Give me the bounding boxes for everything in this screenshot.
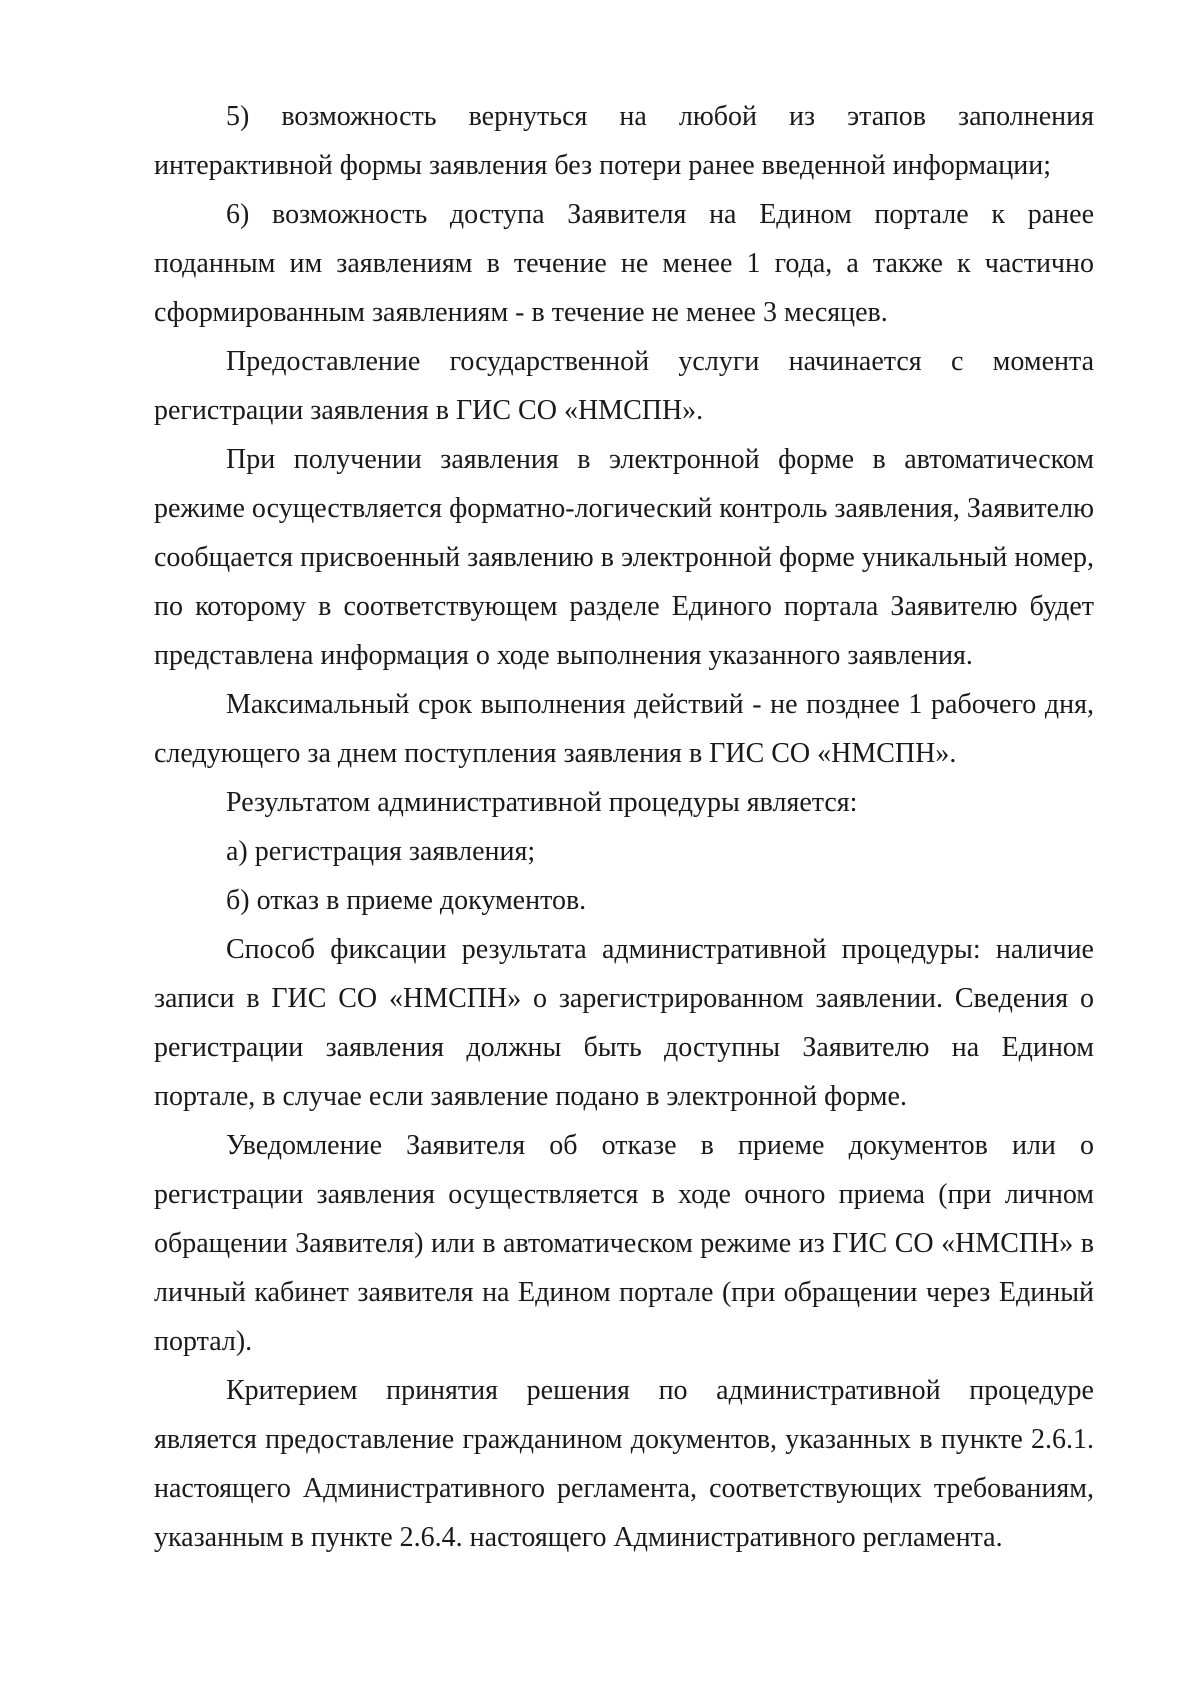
document-body bbox=[154, 92, 1094, 1562]
paragraph-item-6: 6) возможность доступа Заявителя на Едином портале к ранее поданным им заявлениям в течение не менее 1 года, а также к частично сформированным заявлениям - в течение не менее 3 месяцев. bbox=[154, 199, 1094, 328]
paragraph-notification: Уведомление Заявителя об отказе в приеме документов или о регистрации заявления осуществляется в ходе очного приема (при личном обращении Заявителя) или в автоматическом режиме из ГИС СО «НМСПН» в личный кабинет заявителя на Едином портале (при обращении через Единый портал). bbox=[154, 1130, 1094, 1357]
paragraph-item-5: 5) возможность вернуться на любой из этапов заполнения интерактивной формы заявления без потери ранее введенной информации; bbox=[154, 101, 1094, 181]
paragraph-decision-criterion: Критерием принятия решения по административной процедуре является предоставление гражданином документов, указанных в пункте 2.6.1. настоящего Административного регламента, соответствующих требованиям, указанным в пункте 2.6.4. настоящего Административного регламента. bbox=[154, 1375, 1094, 1553]
paragraph-result-a: а) регистрация заявления; bbox=[226, 836, 536, 867]
paragraph-fixation-method: Способ фиксации результата административной процедуры: наличие записи в ГИС СО «НМСПН» о зарегистрированном заявлении. Сведения о регистрации заявления должны быть доступны Заявителю на Едином портале, в случае если заявление подано в электронной форме. bbox=[154, 934, 1094, 1112]
paragraph-result-b: б) отказ в приеме документов. bbox=[226, 885, 587, 916]
paragraph-max-term: Максимальный срок выполнения действий - не позднее 1 рабочего дня, следующего за днем поступления заявления в ГИС СО «НМСПН». bbox=[154, 689, 1094, 769]
paragraph-result-heading: Результатом административной процедуры является: bbox=[226, 787, 858, 818]
paragraph-electronic-control: При получении заявления в электронной форме в автоматическом режиме осуществляется форматно-логический контроль заявления, Заявителю сообщается присвоенный заявлению в электронной форме уникальный номер, по которому в соответствующем разделе Единого портала Заявителю будет представлена информация о ходе выполнения указанного заявления. bbox=[154, 444, 1094, 671]
paragraph-service-start: Предоставление государственной услуги начинается с момента регистрации заявления в ГИС СО «НМСПН». bbox=[154, 346, 1094, 426]
